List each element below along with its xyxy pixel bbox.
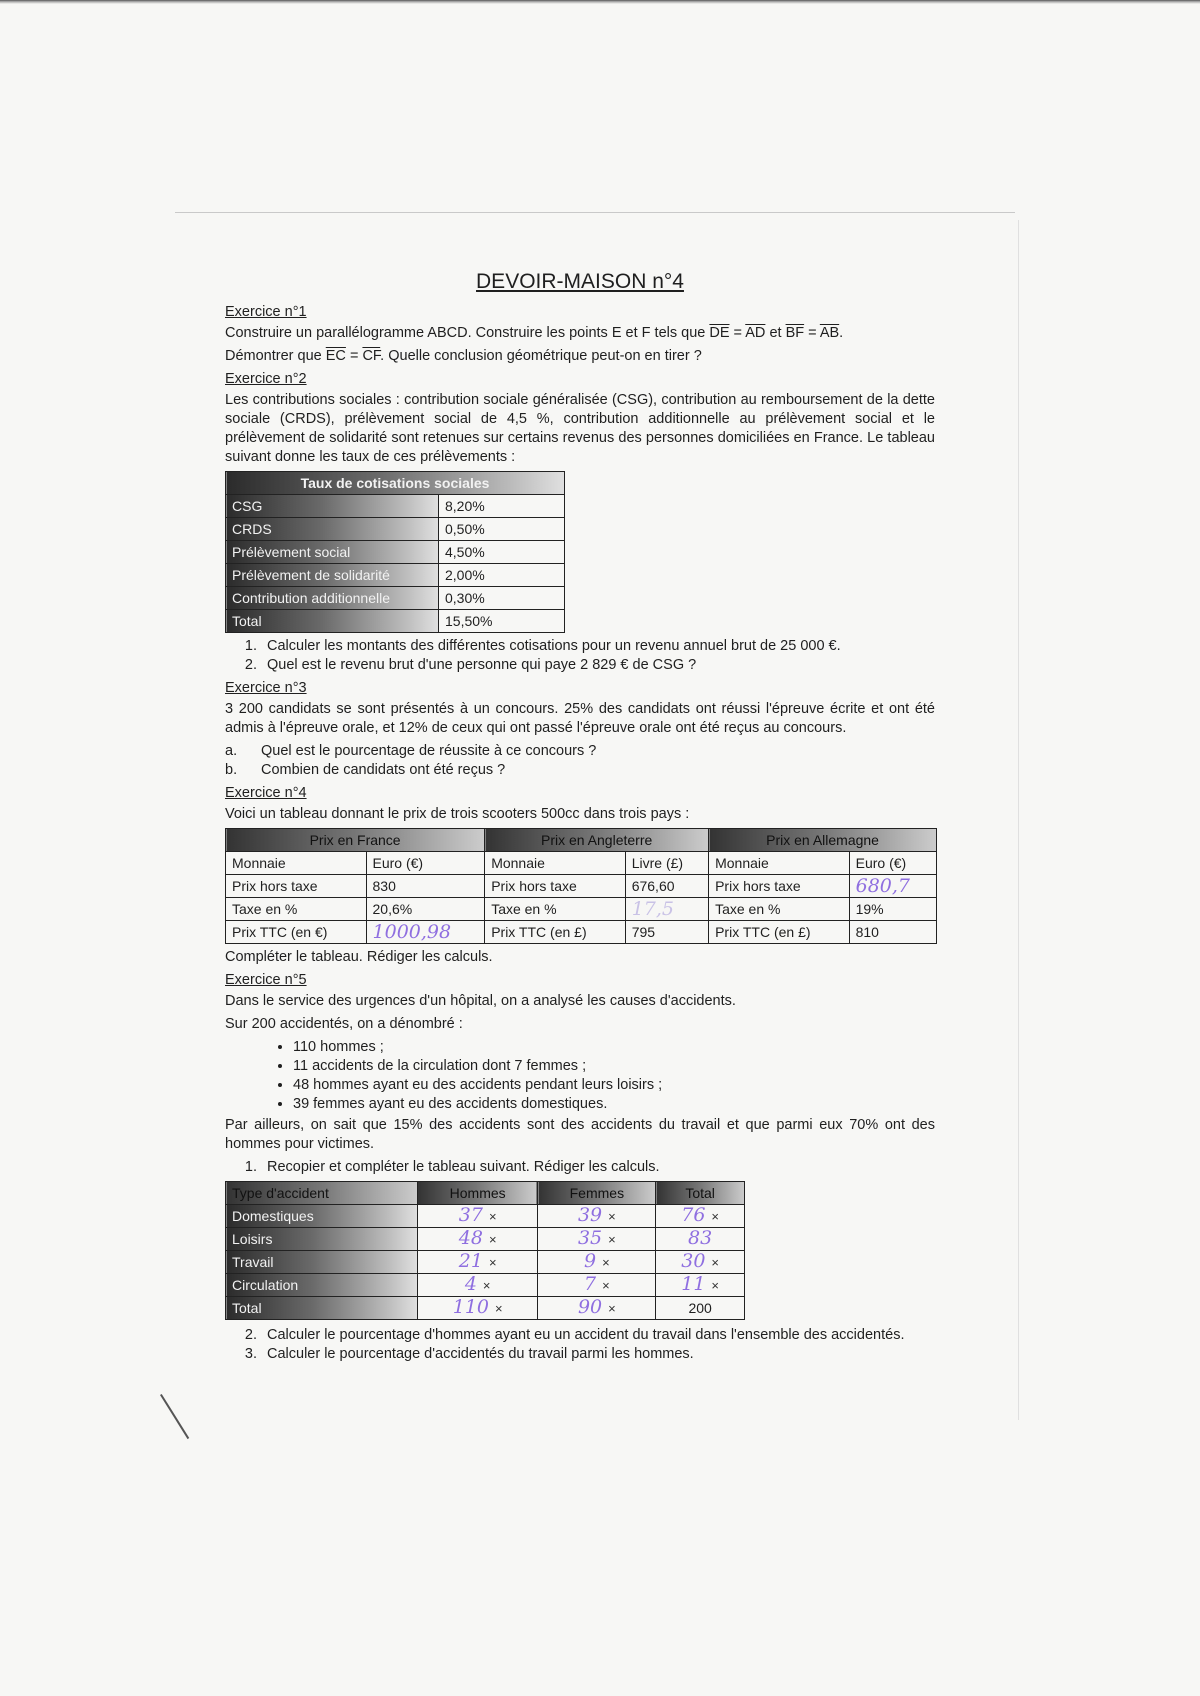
exercise-2-heading: Exercice n°2 <box>225 371 307 387</box>
accident-type: Loisirs <box>226 1228 418 1251</box>
column-header: Hommes <box>417 1182 538 1205</box>
exercise-1-heading: Exercice n°1 <box>225 304 307 320</box>
vector-de: $\overline{DE}$ <box>709 325 730 341</box>
handwritten-value: 76 <box>681 1204 706 1226</box>
exercise-1-question: . Quelle conclusion géométrique peut-on en tirer ? <box>380 348 702 364</box>
check-mark: × <box>711 1278 720 1293</box>
table-row <box>226 921 937 944</box>
country-england: Prix en Angleterre <box>485 829 709 852</box>
rate-label: CRDS <box>226 518 439 541</box>
accidents-table <box>225 1181 745 1320</box>
cell: Prix hors taxe <box>709 875 850 898</box>
cell: Prix TTC (en £) <box>709 921 850 944</box>
vector-ab: $\overline{AB}$ <box>819 325 840 341</box>
table-row <box>226 875 937 898</box>
rate-value: 4,50% <box>439 541 565 564</box>
cell: 830 <box>366 875 485 898</box>
question: 1. Calculer les montants des différentes cotisations pour un revenu annuel brut de 25 000 €. <box>261 637 935 656</box>
cell: 676,60 <box>625 875 708 898</box>
exercise-4-heading: Exercice n°4 <box>225 785 307 801</box>
handwritten-value: 37 <box>458 1204 483 1226</box>
handwritten-value: 21 <box>458 1250 483 1272</box>
table-row <box>226 1297 745 1320</box>
exercise-2-intro: Les contributions sociales : contribution sociale généralisée (CSG), contribution au remboursement de la dette sociale (CRDS), prélèvement social de 4,5 %, contribution additionnelle au prélèvement social et le prélèvement de solidarité sont retenues sur certains revenus des personnes domiciliées en France. Le tableau suivant donne les taux de ces prélèvements : <box>225 392 935 465</box>
check-mark: × <box>488 1232 497 1247</box>
table-row <box>226 1251 745 1274</box>
and-word: et <box>769 325 782 341</box>
list-item: • 11 accidents de la circulation dont 7 femmes ; <box>293 1057 935 1076</box>
cell: Taxe en % <box>485 898 626 921</box>
paper-fold-line <box>175 212 1015 213</box>
cell: Monnaie <box>485 852 626 875</box>
exercise-1-text-1: Construire un parallélogramme ABCD. Construire les points E et F tels que <box>225 325 706 341</box>
rate-value: 2,00% <box>439 564 565 587</box>
exercise-4-instruction: Compléter le tableau. Rédiger les calculs. <box>225 949 493 965</box>
accident-type: Domestiques <box>226 1205 418 1228</box>
handwritten-value: 39 <box>577 1204 603 1226</box>
country-germany: Prix en Allemagne <box>709 829 937 852</box>
cell: Taxe en % <box>226 898 367 921</box>
cell: Monnaie <box>709 852 850 875</box>
handwritten-value: 83 <box>688 1227 713 1249</box>
exercise-5-question-1-list <box>225 1158 935 1177</box>
exercise-5-questions <box>225 1326 935 1364</box>
question-text: Combien de candidats ont été reçus ? <box>261 762 506 778</box>
page-title: DEVOIR-MAISON n°4 <box>476 270 684 293</box>
check-mark: × <box>482 1278 491 1293</box>
question: 2. Calculer le pourcentage d'hommes ayant eu un accident du travail dans l'ensemble des accidentés. <box>261 1326 935 1345</box>
question-text: Quel est le pourcentage de réussite à ce concours ? <box>261 743 597 759</box>
exercise-1-line-2 <box>225 347 935 366</box>
equals-sign: = <box>349 348 359 364</box>
handwritten-value: 90 <box>577 1296 603 1318</box>
cell: Prix hors taxe <box>485 875 626 898</box>
pen-stroke <box>160 1394 189 1439</box>
scooter-price-table <box>225 828 937 944</box>
exercise-5-text-2: Par ailleurs, on sait que 15% des accidents sont des accidents du travail et que parmi eux 70% ont des hommes pour victimes. <box>225 1117 935 1152</box>
exercise-3-text: 3 200 candidats se sont présentés à un concours. 25% des candidats ont réussi l'épreuve écrite et ont été admis à l'épreuve orale, et 12% de ceux qui ont passé l'épreuve orale ont été reçus au concours. <box>225 701 935 736</box>
table-header: Taux de cotisations sociales <box>226 472 565 495</box>
table-row <box>226 852 937 875</box>
exercise-5-intro-2: Sur 200 accidentés, on a dénombré : <box>225 1016 463 1032</box>
cell: 20,6% <box>366 898 485 921</box>
handwritten-value: 4 <box>464 1273 477 1295</box>
list-item: • 48 hommes ayant eu des accidents pendant leurs loisirs ; <box>293 1076 935 1095</box>
vector-bf: $\overline{BF}$ <box>785 325 805 341</box>
equals-sign: = <box>808 325 817 341</box>
worksheet <box>225 272 935 1368</box>
check-mark: × <box>488 1209 497 1224</box>
table-row <box>226 564 565 587</box>
vector-ad: $\overline{AD}$ <box>745 325 766 341</box>
rate-value: 15,50% <box>439 610 565 633</box>
cell: 19% <box>849 898 936 921</box>
scan-edge <box>0 0 1200 4</box>
check-mark: × <box>608 1209 616 1224</box>
table-row <box>226 518 565 541</box>
cell: Prix TTC (en £) <box>485 921 626 944</box>
rate-label: CSG <box>226 495 439 518</box>
exercise-1-text-2: Démontrer que <box>225 348 322 364</box>
table-row <box>226 495 565 518</box>
cell: 810 <box>849 921 936 944</box>
exercise-2-questions <box>225 637 935 675</box>
accident-type: Circulation <box>226 1274 418 1297</box>
handwritten-value: 35 <box>577 1227 603 1249</box>
question-a <box>225 742 935 761</box>
check-mark: × <box>602 1278 610 1293</box>
question: 1. Recopier et compléter le tableau suivant. Rédiger les calculs. <box>261 1158 935 1177</box>
period: . <box>839 325 844 341</box>
table-row <box>226 587 565 610</box>
exercise-4-intro: Voici un tableau donnant le prix de trois scooters 500cc dans trois pays : <box>225 806 690 822</box>
exercise-1-line-1 <box>225 324 935 343</box>
rate-value: 0,50% <box>439 518 565 541</box>
rate-label: Prélèvement social <box>226 541 439 564</box>
handwritten-value: 110 <box>452 1296 489 1318</box>
question-b <box>225 761 935 780</box>
country-france: Prix en France <box>226 829 485 852</box>
handwritten-value: 30 <box>681 1250 706 1272</box>
exercise-5-facts <box>265 1038 935 1114</box>
question: 2. Quel est le revenu brut d'une personne qui paye 2 829 € de CSG ? <box>261 656 935 675</box>
check-mark: × <box>711 1255 720 1270</box>
rate-value: 8,20% <box>439 495 565 518</box>
accident-type: Travail <box>226 1251 418 1274</box>
check-mark: × <box>711 1209 720 1224</box>
question-label: a. <box>225 743 238 759</box>
cell: Prix TTC (en €) <box>226 921 367 944</box>
table-row <box>226 1205 745 1228</box>
check-mark: × <box>495 1301 503 1316</box>
handwritten-value: 9 <box>584 1250 597 1272</box>
column-header: Total <box>656 1182 745 1205</box>
paper-margin-line <box>1018 220 1019 1420</box>
cell: Taxe en % <box>709 898 850 921</box>
exercise-5-heading: Exercice n°5 <box>225 972 307 988</box>
equals-sign: = <box>733 325 743 341</box>
column-header: Type d'accident <box>226 1182 418 1205</box>
table-row <box>226 1228 745 1251</box>
exercise-3-heading: Exercice n°3 <box>225 680 307 696</box>
contribution-rates-table <box>225 471 565 633</box>
cell: Monnaie <box>226 852 367 875</box>
cell: 795 <box>625 921 708 944</box>
vector-ec: $\overline{EC}$ <box>325 348 346 364</box>
question-label: b. <box>225 762 238 778</box>
table-row <box>226 1274 745 1297</box>
total-value: 200 <box>656 1297 745 1320</box>
exercise-5-intro-1: Dans le service des urgences d'un hôpital, on a analysé les causes d'accidents. <box>225 993 736 1009</box>
cell: Euro (€) <box>366 852 485 875</box>
vector-cf: $\overline{CF}$ <box>362 348 381 364</box>
check-mark: × <box>608 1232 616 1247</box>
question: 3. Calculer le pourcentage d'accidentés du travail parmi les hommes. <box>261 1345 935 1364</box>
rate-label: Prélèvement de solidarité <box>226 564 439 587</box>
cell: Prix hors taxe <box>226 875 367 898</box>
handwritten-england-taxe: 17,5 <box>625 898 708 921</box>
handwritten-value: 48 <box>458 1227 483 1249</box>
list-item: • 39 femmes ayant eu des accidents domestiques. <box>293 1095 935 1114</box>
table-row <box>226 541 565 564</box>
list-item: • 110 hommes ; <box>293 1038 935 1057</box>
table-row <box>226 610 565 633</box>
rate-label: Total <box>226 610 439 633</box>
accident-type: Total <box>226 1297 418 1320</box>
handwritten-value: 11 <box>681 1273 706 1295</box>
rate-value: 0,30% <box>439 587 565 610</box>
rate-label: Contribution additionnelle <box>226 587 439 610</box>
handwritten-france-ttc: 1000,98 <box>366 921 485 944</box>
table-row <box>226 898 937 921</box>
check-mark: × <box>488 1255 497 1270</box>
cell: Euro (€) <box>849 852 936 875</box>
cell: Livre (£) <box>625 852 708 875</box>
column-header: Femmes <box>538 1182 656 1205</box>
check-mark: × <box>608 1301 616 1316</box>
handwritten-value: 7 <box>584 1273 597 1295</box>
check-mark: × <box>602 1255 610 1270</box>
handwritten-germany-ht: 680,7 <box>849 875 936 898</box>
